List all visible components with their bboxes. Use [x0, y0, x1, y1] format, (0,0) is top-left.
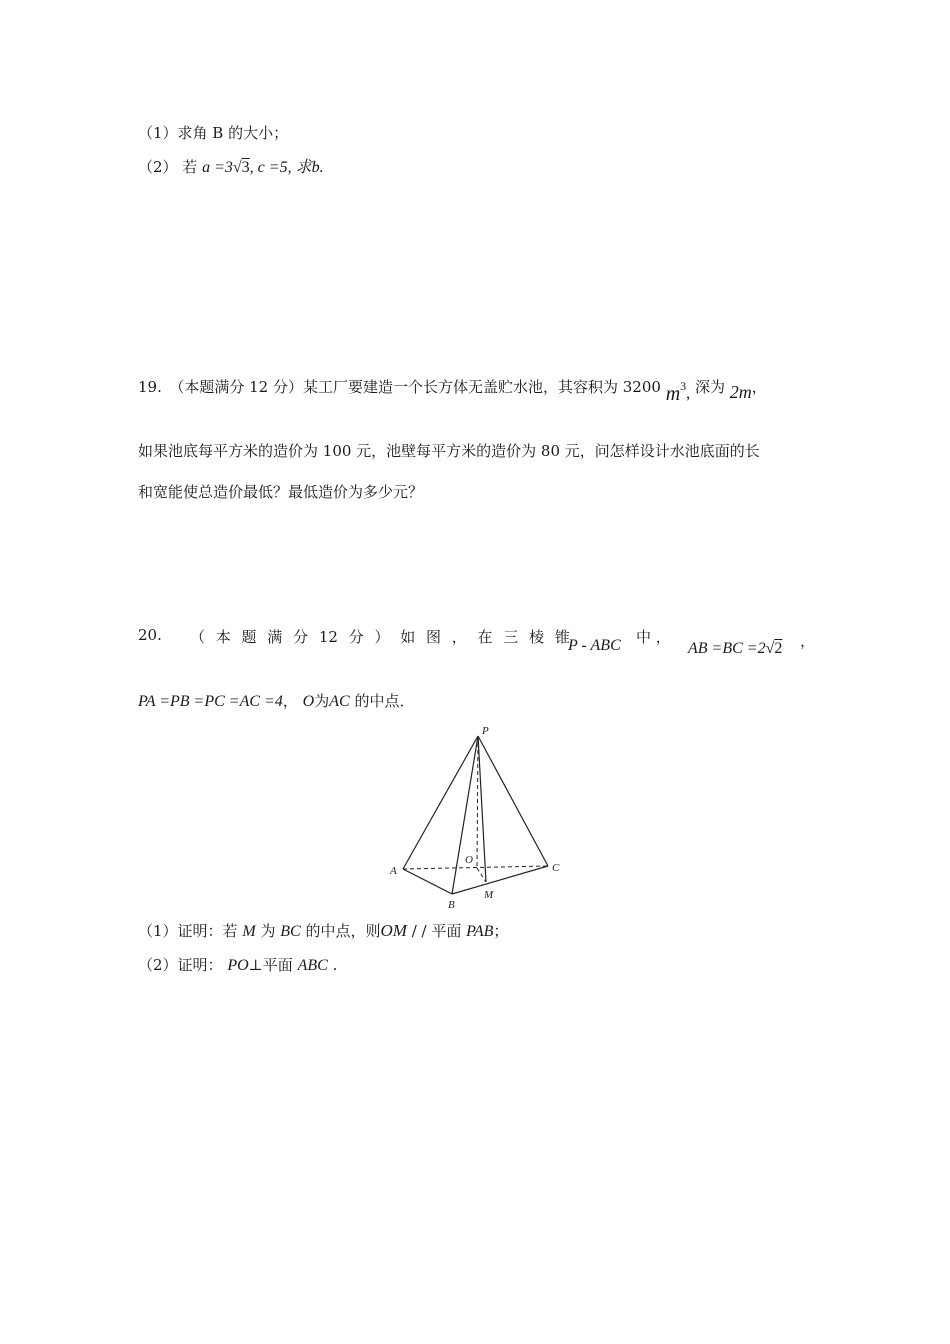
q20-line2-eq: PA =PB =PC =AC =4 [138, 693, 283, 710]
q20-o-var: O [302, 693, 315, 710]
perpendicular-icon: ⊥ [248, 956, 263, 974]
q20-parallel: / / 平面 [406, 922, 462, 940]
q19-line1-text: 19. （本题满分 12 分）某工厂要建造一个长方体无盖贮水池，其容积为 3200 [138, 378, 661, 396]
q20-wei: 为 [314, 692, 330, 710]
q18-part2-prefix: （2） 若 [138, 158, 198, 176]
edge-om-dashed [477, 868, 486, 882]
q20-plane: 平面 [262, 956, 293, 974]
q20-line2-sep: ， [282, 692, 298, 710]
pyramid-figure [380, 722, 570, 912]
q18-rest: , c =5, 求 [249, 159, 312, 176]
q20-part2-prefix: （2）证明： [138, 956, 223, 974]
q19-depth-val: 2m [729, 382, 752, 402]
label-m: M [484, 889, 494, 901]
q20-part2 [138, 954, 337, 975]
q20-p1-mid: 的中点，则 [305, 922, 381, 940]
edge-ac-dashed [403, 866, 548, 869]
label-c: C [552, 862, 560, 874]
q20-ab-bc-text: AB =BC =2 [688, 640, 766, 657]
q20-p1-wei: 为 [260, 922, 276, 940]
edge-ab [403, 869, 452, 894]
q20-zhong: 中 ， [636, 628, 671, 646]
q20-number: 20. [138, 626, 162, 644]
q19-line1 [138, 375, 767, 405]
q20-bc-var: BC [280, 923, 301, 940]
label-b: B [448, 899, 455, 911]
q19-line1-end: ， [751, 378, 767, 396]
q20-part1 [138, 920, 508, 941]
q18-part2 [138, 154, 324, 177]
q20-header: （ 本 题 满 分 12 分 ） 如 图 ， 在 三 棱 锥 [190, 628, 570, 646]
q20-pab: PAB [466, 923, 494, 940]
q19-line3: 和宽能使总造价最低？最低造价为多少元？ [138, 483, 424, 501]
q20-line2 [138, 690, 414, 711]
q20-part1-prefix: （1）证明：若 [138, 922, 238, 940]
q19-unit-comma: , [686, 385, 691, 402]
q20-ac-var: AC [329, 693, 350, 710]
label-a: A [390, 865, 397, 877]
q19-line2: 如果池底每平方米的造价为 100 元，池壁每平方米的造价为 80 元，问怎样设计水池底面的长 [138, 442, 760, 460]
edge-bc [452, 866, 548, 894]
edge-pc [478, 736, 548, 866]
q18-b-var: b. [311, 159, 324, 176]
q20-ab-bc [688, 639, 782, 658]
q20-mid-text: 的中点． [354, 692, 415, 710]
sqrt-icon: √ [232, 159, 242, 176]
q18-part1: （1）求角 B 的大小； [138, 124, 289, 142]
q20-abc: ABC [297, 957, 328, 974]
q20-p2-end: . [332, 956, 338, 974]
edge-pm [478, 736, 486, 882]
q20-comma: ， [800, 632, 816, 650]
label-o: O [465, 854, 473, 866]
q19-unit-m: m [665, 383, 681, 405]
label-p: P [482, 725, 489, 737]
q20-po: PO [227, 957, 249, 974]
q18-sqrt-arg: 3 [241, 159, 250, 176]
q19-unit-exp: 3 [680, 379, 687, 393]
q19-depth-text: 深为 [690, 378, 725, 396]
q20-sqrt-arg: 2 [774, 640, 783, 657]
q20-p1-end: ； [493, 922, 509, 940]
q20-m-var: M [242, 923, 256, 940]
sqrt-icon: √ [765, 640, 775, 657]
q20-om-var: OM [380, 921, 407, 940]
edge-po-dashed [477, 736, 478, 868]
q18-a-eq: a =3 [202, 159, 233, 176]
q20-pyramid: P - ABC [568, 637, 621, 654]
